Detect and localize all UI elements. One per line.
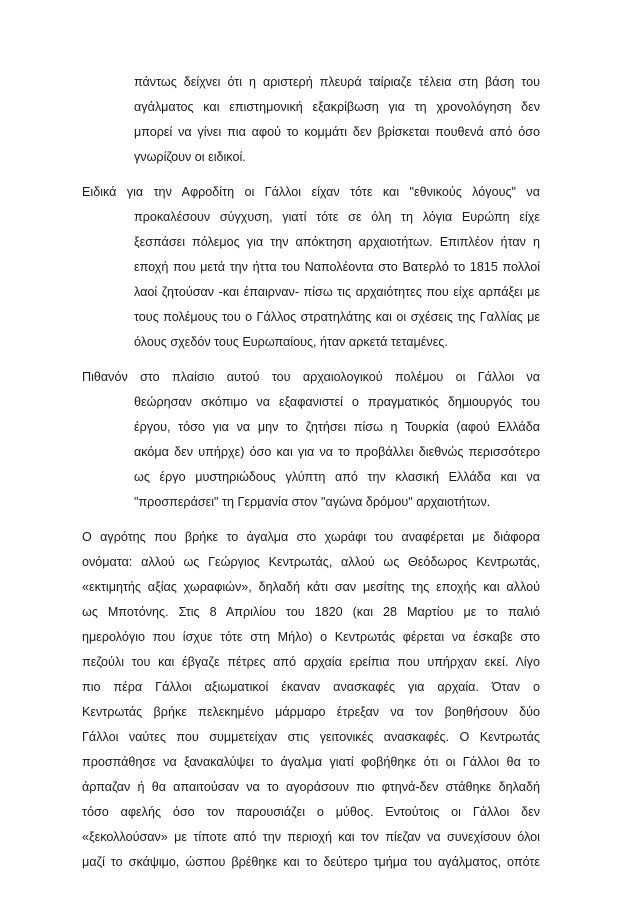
paragraph-4-line-12: τόσο αφελής όσο τον παρουσιάζει ο μύθος. Εντούτοις οι Γάλλοι δεν	[82, 805, 540, 819]
paragraph-2-line-5: λαοί ζητούσαν -και έπαιρναν- πίσω τις αρχαιότητες που είχε αρπάξει με	[134, 285, 540, 299]
paragraph-1-line-3: μπορεί να γίνει πια αφού το κομμάτι δεν βρίσκεται πουθενά από όσο	[134, 125, 540, 139]
paragraph-4-line-3: «εκτιμητής αξίας χωραφιών», δηλαδή κάτι σαν μεσίτης της εποχής και αλλού	[82, 580, 540, 594]
paragraph-2-line-6: τους πολέμους του ο Γάλλος στρατηλάτης και οι σχέσεις της Γαλλίας με	[134, 310, 540, 324]
paragraph-4-line-1: Ο αγρότης που βρήκε το άγαλμα στο χωράφι του αναφέρεται με διάφορα	[82, 530, 540, 544]
paragraph-3-line-2: θεώρησαν σκόπιμο να εξαφανιστεί ο πραγματικός δημιουργός του	[134, 395, 540, 409]
paragraph-4-line-10: προσπάθησε να ξανακαλύψει το άγαλμα γιατί φοβήθηκε ότι οι Γάλλοι θα το	[82, 755, 540, 769]
paragraph-2-line-1: Ειδικά για την Αφροδίτη οι Γάλλοι είχαν τότε και "εθνικούς λόγους" να	[82, 185, 540, 199]
paragraph-2-line-3: ξεσπάσει πόλεμος για την απόκτηση αρχαιοτήτων. Επιπλέον ήταν η	[134, 235, 540, 249]
paragraph-3-line-5: ως έργο μυστηριώδους γλύπτη από την κλασική Ελλάδα και να	[134, 470, 540, 484]
paragraph-3-line-1: Πιθανόν στο πλαίσιο αυτού του αρχαιολογικού πολέμου οι Γάλλοι να	[82, 370, 540, 384]
paragraph-4-line-6: πεζούλι του και έβγαζε πέτρες από αρχαία ερείπια που υπήρχαν εκεί. Λίγο	[82, 655, 540, 669]
paragraph-1-line-4: γνωρίζουν οι ειδικοί.	[134, 150, 246, 164]
paragraph-4-line-14: μαζί το σκάψιμο, ώσπου βρέθηκε και το δεύτερο τμήμα του αγάλματος, οπότε	[82, 855, 540, 869]
paragraph-3-line-4: ακόμα δεν υπήρχε) όσο και για να το προβάλλει διεθνώς περισσότερο	[134, 445, 540, 459]
paragraph-4-line-5: ημερολόγιο που ίσχυε τότε στη Μήλο) ο Κεντρωτάς φέρεται να έσκαβε στο	[82, 630, 540, 644]
paragraph-4-line-8: Κεντρωτάς βρήκε πελεκημένο μάρμαρο έτρεξαν να τον βοηθήσουν δύο	[82, 705, 540, 719]
paragraph-4-line-9: Γάλλοι ναύτες που συμμετείχαν στις γειτονικές ανασκαφές. Ο Κεντρωτάς	[82, 730, 540, 744]
paragraph-4-line-2: ονόματα: αλλού ως Γεώργιος Κεντρωτάς, αλλού ως Θεόδωρος Κεντρωτάς,	[82, 555, 540, 569]
paragraph-2-line-7: όλους σχεδόν τους Ευρωπαίους, ήταν αρκετά τεταμένες.	[134, 335, 448, 349]
paragraph-4-line-11: άρπαζαν ή θα απαιτούσαν να το αγοράσουν πιο φτηνά-δεν στάθηκε δηλαδή	[82, 780, 540, 794]
paragraph-4-line-7: πιο πέρα Γάλλοι αξιωματικοί έκαναν ανασκαφές για αρχαία. Όταν ο	[82, 680, 540, 694]
paragraph-4-line-13: «ξεκολλούσαν» με τίποτε από την περιοχή και τον πίεζαν να συνεχίσουν όλοι	[82, 830, 540, 844]
paragraph-2-line-2: προκαλέσουν σύγχυση, γιατί τότε σε όλη τη λόγια Ευρώπη είχε	[134, 210, 540, 224]
paragraph-4-line-4: ως Μποτόνης. Στις 8 Απριλίου του 1820 (και 28 Μαρτίου με το παλιό	[82, 605, 540, 619]
paragraph-3-line-3: έργου, τόσο για να μην το ζητήσει πίσω η Τουρκία (αφού Ελλάδα	[134, 420, 540, 434]
paragraph-3-line-6: "προσπεράσει" τη Γερμανία στον "αγώνα δρόμου" αρχαιοτήτων.	[134, 495, 491, 509]
paragraph-2-line-4: εποχή που μετά την ήττα του Ναπολέοντα στο Βατερλό το 1815 πολλοί	[134, 260, 540, 274]
paragraph-1-line-2: αγάλματος και επιστημονική εξακρίβωση για τη χρονολόγηση δεν	[134, 100, 540, 114]
paragraph-1-line-1: πάντως δείχνει ότι η αριστερή πλευρά ταίριαζε τέλεια στη βάση του	[134, 75, 540, 89]
